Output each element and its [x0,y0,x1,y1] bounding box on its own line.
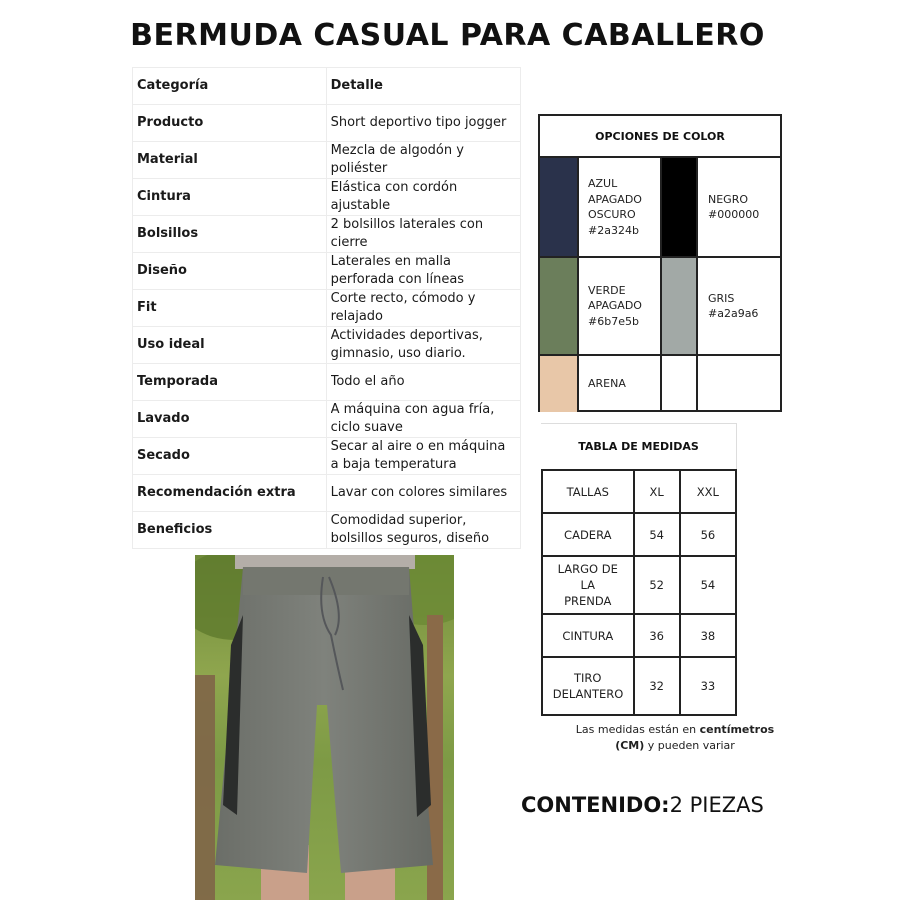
size-note: Las medidas están en centímetros (CM) y pueden variar [575,723,775,752]
spec-key: Material [133,141,327,178]
color-label-gris: GRIS #a2a9a6 [708,291,759,320]
size-row-xl: 52 [634,556,680,614]
page-title: BERMUDA CASUAL PARA CABALLERO [130,18,765,53]
spec-value: 2 bolsillos laterales con cierre [326,215,520,252]
grid-line [540,256,780,258]
spec-header-row [133,68,521,105]
size-header-label: TALLAS [542,470,634,513]
grid-line [660,158,662,412]
size-row-xxl: 56 [680,513,736,556]
spec-row [133,141,521,178]
color-swatch-verde [540,258,577,354]
contents-value: 2 PIEZAS [669,793,764,817]
color-label-arena: ARENA [588,377,626,391]
spec-key: Beneficios [133,511,327,548]
grid-line [540,354,780,356]
spec-value: Short deportivo tipo jogger [326,104,520,141]
color-options-title: OPCIONES DE COLOR [540,116,780,158]
spec-key: Diseño [133,252,327,289]
color-swatch-arena [540,356,577,412]
spec-row [133,400,521,437]
size-row-label: CINTURA [542,614,634,657]
color-swatch-gris [661,258,698,354]
grid-line [577,158,579,412]
spec-table [132,67,521,549]
spec-row [133,437,521,474]
color-label-verde: VERDE APAGADO #6b7e5b [588,283,642,328]
spec-row [133,104,521,141]
spec-key: Secado [133,437,327,474]
size-row-xl: 32 [634,657,680,715]
package-contents [521,793,764,817]
color-options-panel [538,114,782,412]
spec-key: Uso ideal [133,326,327,363]
spec-value: Corte recto, cómodo y relajado [326,289,520,326]
spec-value: Todo el año [326,363,520,400]
size-row [542,513,736,556]
product-photo-illustration [195,555,454,900]
spec-value: Comodidad superior, bolsillos seguros, diseño [326,511,520,548]
size-row-xl: 54 [634,513,680,556]
spec-key: Producto [133,104,327,141]
size-row-label: TIRO DELANTERO [542,657,634,715]
spec-value: Mezcla de algodón y poliéster [326,141,520,178]
size-header-row [542,470,736,513]
spec-key: Bolsillos [133,215,327,252]
color-label-azul: AZUL APAGADO OSCURO #2a324b [588,177,642,237]
size-header-xxl: XXL [680,470,736,513]
spec-row [133,215,521,252]
spec-header-key: Categoría [133,68,327,105]
size-row-xl: 36 [634,614,680,657]
spec-row [133,178,521,215]
size-row-xxl: 33 [680,657,736,715]
size-row-label: CADERA [542,513,634,556]
color-swatch-azul [540,158,577,256]
color-swatch-negro [661,158,698,256]
product-photo [195,555,454,900]
spec-header-value: Detalle [326,68,520,105]
spec-value: Actividades deportivas, gimnasio, uso diario. [326,326,520,363]
size-header-xl: XL [634,470,680,513]
size-chart-title: TABLA DE MEDIDAS [541,423,737,469]
size-row-xxl: 54 [680,556,736,614]
size-row [542,556,736,614]
spec-key: Lavado [133,400,327,437]
spec-value: Elástica con cordón ajustable [326,178,520,215]
spec-row [133,252,521,289]
contents-label: CONTENIDO: [521,793,670,817]
spec-row [133,474,521,511]
spec-row [133,326,521,363]
size-table [541,469,737,716]
grid-line [696,158,698,412]
size-chart [541,423,737,715]
spec-key: Fit [133,289,327,326]
spec-key: Recomendación extra [133,474,327,511]
size-row-xxl: 38 [680,614,736,657]
spec-row [133,363,521,400]
spec-row [133,289,521,326]
size-row-label: LARGO DE LA PRENDA [542,556,634,614]
color-label-negro: NEGRO #000000 [708,192,760,221]
spec-value: Lavar con colores similares [326,474,520,511]
spec-key: Cintura [133,178,327,215]
size-row [542,657,736,715]
spec-key: Temporada [133,363,327,400]
spec-row [133,511,521,548]
spec-value: Secar al aire o en máquina a baja temperatura [326,437,520,474]
spec-value: A máquina con agua fría, ciclo suave [326,400,520,437]
size-row [542,614,736,657]
spec-value: Laterales en malla perforada con líneas [326,252,520,289]
